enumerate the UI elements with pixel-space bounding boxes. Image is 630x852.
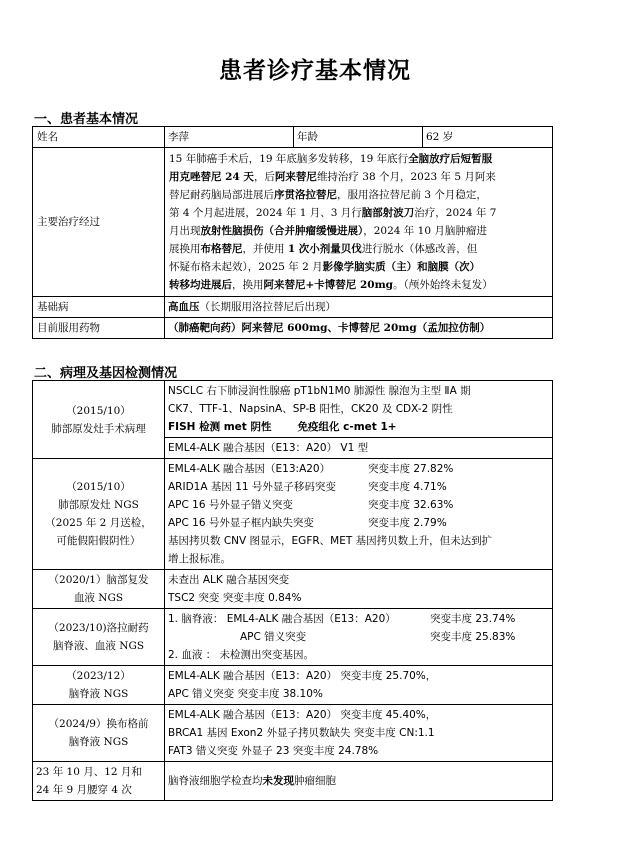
row-label: （2023/12） 脑脊液 NGS	[33, 666, 165, 705]
age-label: 年龄	[294, 127, 423, 148]
ngs-result: 未查出 ALK 融合基因突变 TSC2 突变 突变丰度 0.84%	[165, 570, 553, 609]
section1-heading: 一、患者基本情况	[34, 112, 139, 127]
row-label: 23 年 10 月、12 月和 24 年 9 月腰穿 4 次	[33, 762, 165, 801]
treatment-history	[165, 148, 553, 297]
name-value: 李萍	[165, 127, 294, 148]
table-row	[33, 705, 553, 762]
table-row	[33, 570, 553, 609]
comorbidity-label: 基础病	[33, 297, 165, 318]
name-row	[33, 127, 553, 148]
medication-value: （肺癌靶向药）阿来替尼 600mg、卡博替尼 20mg（孟加拉仿制）	[165, 318, 553, 339]
medication-row	[33, 318, 553, 339]
treatment-label: 主要治疗经过	[33, 148, 165, 297]
table-row	[33, 381, 553, 438]
section2-heading: 二、病理及基因检测情况	[34, 366, 178, 381]
row-label: （2024/9）换布格前 脑脊液 NGS	[33, 705, 165, 762]
row-label: （2015/10） 肺部原发灶手术病理	[33, 381, 165, 459]
treatment-line: 展换用布格替尼，并使用 1 次小剂量贝伐进行脱水（体感改善，但	[169, 243, 478, 255]
ngs-result: 1. 脑脊液： EML4-ALK 融合基因（E13：A20） 突变丰度 23.74% APC 错义突变 突变丰度 25.83% 2. 血液 ： 未检测出突变基因。	[165, 609, 553, 666]
medication-label: 目前服用药物	[33, 318, 165, 339]
comorbidity-row	[33, 297, 553, 318]
cytology-result: 脑脊液细胞学检查均未发现肿瘤细胞	[165, 762, 553, 801]
age-value: 62 岁	[423, 127, 553, 148]
table-row	[33, 762, 553, 801]
ngs-result: EML4-ALK 融合基因（E13：A20） 突变丰度 25.70%， APC 错义突变 突变丰度 38.10%	[165, 666, 553, 705]
treatment-line: 转移均进展后，换用阿来替尼+卡博替尼 20mg。（颅外始终未复发）	[169, 279, 493, 291]
treatment-line: 15 年肺癌手术后，19 年底脑多发转移，19 年底行全脑放疗后短暂服	[169, 153, 493, 165]
ngs-result: EML4-ALK 融合基因（E13:A20） 突变丰度 27.82% ARID1A 基因 11 号外显子移码突变 突变丰度 4.71% APC 16 号外显子错义突变 突变丰度 32.63% APC 16 号外显子框内缺失突变 突变丰度 2.79% 基因拷贝数 CNV 图显示，EGFR、MET 基因拷贝数上升，但未达到扩 增上报标准。	[165, 459, 553, 570]
treatment-row	[33, 148, 553, 297]
treatment-line: 用克唑替尼 24 天，后阿来替尼维持治疗 38 个月，2023 年 5 月阿来	[169, 171, 496, 183]
name-label: 姓名	[33, 127, 165, 148]
treatment-line: 怀疑布格未起效），2025 年 2 月影像学脑实质（主）和脑膜（次）	[169, 261, 481, 273]
comorbidity-value: 高血压（长期服用洛拉替尼后出现）	[165, 297, 553, 318]
ngs-result: EML4-ALK 融合基因（E13：A20） 突变丰度 45.40%， BRCA1 基因 Exon2 外显子拷贝数缺失 突变丰度 CN:1.1 FAT3 错义突变 外显子 23 突变丰度 24.78%	[165, 705, 553, 762]
pathology-table	[32, 380, 553, 801]
treatment-line: 月出现放射性脑损伤（合并肿瘤缓慢进展），2024 年 10 月脑肿瘤进	[169, 225, 487, 237]
fusion-result: EML4-ALK 融合基因（E13：A20） V1 型	[165, 438, 553, 459]
row-label: （2023/10)洛拉耐药 脑脊液、血液 NGS	[33, 609, 165, 666]
row-label: （2015/10） 肺部原发灶 NGS （2025 年 2 月送检， 可能假阳假阴性）	[33, 459, 165, 570]
treatment-line: 第 4 个月起进展，2024 年 1 月、3 月行脑部射波刀治疗，2024 年 7	[169, 207, 497, 219]
patient-info-table	[32, 126, 553, 339]
table-row	[33, 459, 553, 570]
table-row	[33, 609, 553, 666]
document-title: 患者诊疗基本情况	[219, 58, 411, 84]
table-row	[33, 666, 553, 705]
treatment-line: 替尼耐药脑局部进展后序贯洛拉替尼，服用洛拉替尼前 3 个月稳定，	[169, 189, 487, 201]
row-label: （2020/1）脑部复发 血液 NGS	[33, 570, 165, 609]
pathology-result: NSCLC 右下肺浸润性腺癌 pT1bN1M0 肺源性 腺泡为主型 ⅡA 期 CK7、TTF-1、NapsinA、SP-B 阳性，CK20 及 CDX-2 阴性 FISH 检测 met 阴性 免疫组化 c-met 1+	[165, 381, 553, 438]
